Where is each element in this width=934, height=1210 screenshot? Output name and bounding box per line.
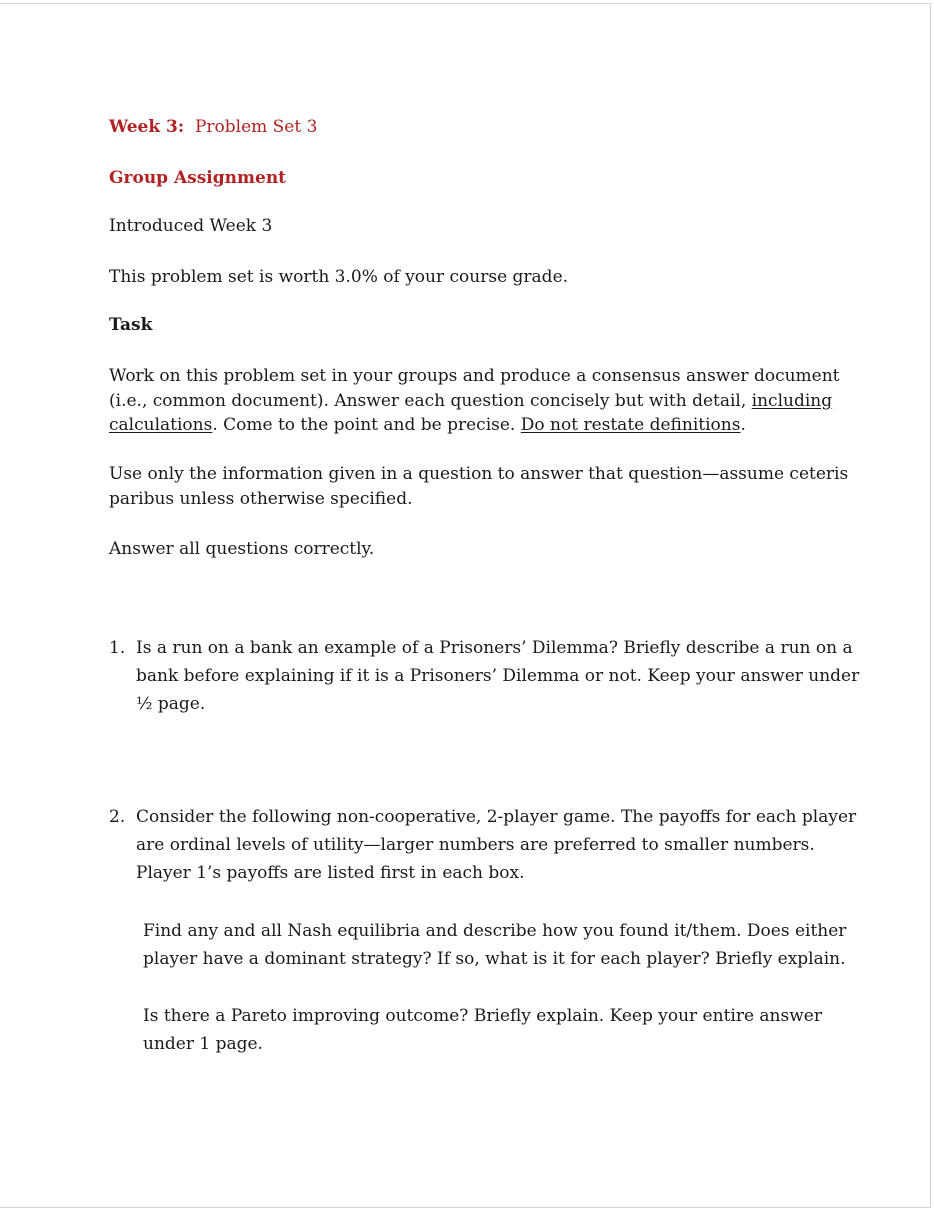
question-2-line-3: Player 1’s payoffs are listed first in each box. — [136, 863, 525, 883]
task-p1-line-1: Work on this problem set in your groups and produce a consensus answer document — [109, 366, 840, 386]
task-p2-line-2: paribus unless otherwise specified. — [109, 489, 413, 509]
task-p1-line-2 — [109, 389, 840, 414]
question-number: 1. — [109, 638, 126, 658]
underlined-do-not-restate: Do not restate definitions — [520, 415, 741, 435]
question-number: 2. — [109, 807, 126, 827]
question-1-line-3: ½ page. — [136, 694, 206, 714]
page-title — [109, 115, 317, 139]
question-1-text — [136, 634, 859, 718]
question-2-nash-paragraph — [143, 917, 846, 973]
task-p1-line-3 — [109, 413, 840, 438]
question-2-pareto-paragraph — [143, 1002, 822, 1058]
introduced-text: Introduced Week 3 — [109, 216, 273, 236]
task-p1-line-2-text: (i.e., common document). Answer each question concisely but with detail, — [109, 390, 752, 411]
question-2-sub-2-line-2: under 1 page. — [143, 1034, 263, 1054]
question-2-text — [136, 803, 856, 887]
answer-all-text: Answer all questions correctly. — [109, 539, 375, 559]
question-1-line-2: bank before explaining if it is a Prisoners’ Dilemma or not. Keep your answer under — [136, 666, 860, 686]
assignment-type: Group Assignment — [109, 168, 287, 188]
task-p1-line-3-end: . — [740, 415, 746, 435]
task-instructions-paragraph — [109, 364, 840, 438]
task-p2-line-1: Use only the information given in a question to answer that question—assume ceteris — [109, 464, 849, 484]
question-2-sub-1-line-2: player have a dominant strategy? If so, what is it for each player? Briefly explain. — [143, 949, 846, 969]
question-1-line-1: Is a run on a bank an example of a Prisoners’ Dilemma? Briefly describe a run on a — [136, 638, 853, 658]
question-2-sub-2-line-1: Is there a Pareto improving outcome? Briefly explain. Keep your entire answer — [143, 1006, 822, 1026]
task-p1-line-3-text: . Come to the point and be precise. — [212, 415, 521, 435]
question-2-line-1: Consider the following non-cooperative, 2-player game. The payoffs for each player — [136, 807, 857, 827]
task-heading: Task — [109, 315, 153, 335]
underlined-including: including — [751, 390, 833, 411]
grade-weight-text: This problem set is worth 3.0% of your course grade. — [109, 267, 569, 287]
underlined-calculations: calculations — [109, 415, 213, 435]
ceteris-paribus-paragraph — [109, 462, 848, 512]
week-label: Week 3: — [109, 117, 185, 137]
week-title: Problem Set 3 — [194, 117, 318, 137]
question-2-line-2: are ordinal levels of utility—larger numbers are preferred to smaller numbers. — [136, 835, 815, 855]
question-2-sub-1-line-1: Find any and all Nash equilibria and describe how you found it/them. Does either — [143, 921, 847, 941]
